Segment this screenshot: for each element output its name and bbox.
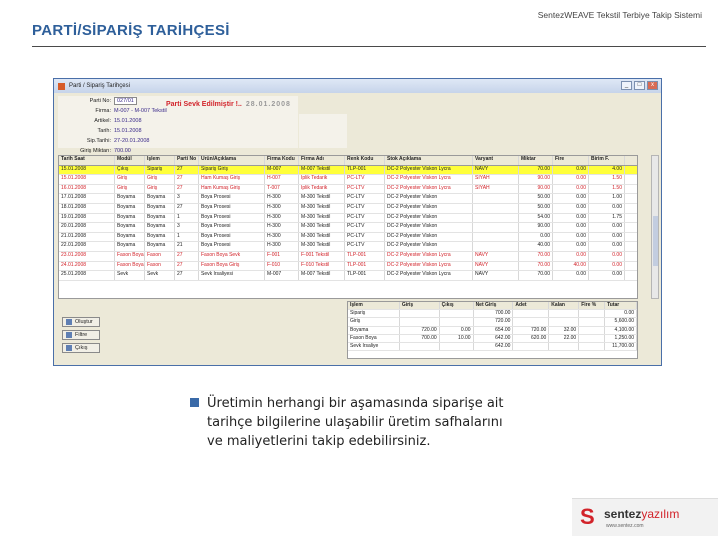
summary-cell: Sevk İrsaliye [348,343,400,350]
table-cell: PC-LTV [345,204,385,213]
filter-button[interactable] [62,330,100,340]
summary-cell: 32.00 [549,327,579,334]
table-cell: 0.00 [553,252,589,261]
summary-cell [440,310,474,317]
sevk-date: 28.01.2008 [245,101,291,108]
table-cell: M-300 Tekstil [299,194,345,203]
table-cell: 90.00 [519,223,553,232]
table-cell: TLP-001 [345,271,385,280]
summary-cell [440,343,474,350]
summary-cell [579,318,605,325]
exit-label: Çıkış [75,345,88,351]
table-cell: 70.00 [519,252,553,261]
table-row[interactable] [59,214,637,224]
summary-column-header[interactable]: Net Giriş [474,302,514,309]
exit-icon [66,345,72,351]
summary-column-header[interactable]: Kalan [549,302,579,309]
table-cell: 0.00 [589,252,625,261]
summary-cell: 720.00 [513,327,549,334]
table-cell: 0.00 [553,166,589,175]
table-cell: Boya Prosesi [199,242,265,251]
table-cell: H-300 [265,233,299,242]
brand-line: SentezWEAVE Tekstil Terbiye Takip Sistemi [537,10,702,20]
table-cell: H-300 [265,194,299,203]
grid-column-header[interactable]: Stok Açıklama [385,156,473,165]
summary-header-row [348,302,637,310]
table-cell: 0.00 [553,214,589,223]
table-cell: Sevk [145,271,175,280]
table-cell: 0.00 [553,242,589,251]
table-cell: TLP-001 [345,262,385,271]
table-cell: DC-2 Polyester Viskon Lycra [385,166,473,175]
filter-label: Filtre [75,332,88,338]
summary-row[interactable] [348,343,637,351]
table-cell: Sipariş Giriş [199,166,265,175]
table-cell: Fason Boya Giriş [199,262,265,271]
summary-cell: 642.00 [474,343,514,350]
summary-cell [549,310,579,317]
summary-cell: 22.00 [549,335,579,342]
table-cell: Boyama [145,242,175,251]
summary-cell [579,335,605,342]
table-cell: DC-2 Polyester Viskon [385,233,473,242]
header-field-label: Giriş Miktarı: [80,148,111,154]
grid-column-header[interactable]: Parti No [175,156,199,165]
table-cell [473,223,519,232]
title-rule [32,46,706,47]
minimize-button[interactable]: _ [621,81,632,90]
table-cell: 70.00 [519,271,553,280]
table-cell: 24.01.2008 [59,262,115,271]
summary-cell: 11,700.00 [605,343,637,350]
grid-column-header[interactable]: Miktar [519,156,553,165]
table-cell [473,233,519,242]
grid-scrollbar[interactable] [651,155,659,299]
table-row[interactable] [59,166,637,176]
table-cell: T-007 [265,185,299,194]
table-cell: 0.00 [589,223,625,232]
table-cell: NAVY [473,271,519,280]
table-cell: Giriş [115,185,145,194]
table-cell: Boyama [145,194,175,203]
header-field-label: Tarih: [97,128,111,134]
table-cell: DC-2 Polyester Viskon [385,223,473,232]
header-field-value[interactable]: 027/01 [114,97,137,105]
table-cell: F-010 [265,262,299,271]
table-cell: 27 [175,252,199,261]
table-cell: 1.50 [589,175,625,184]
filter-icon [66,332,72,338]
summary-cell [549,343,579,350]
summary-cell [400,318,440,325]
table-cell: Boyama [115,214,145,223]
table-cell: 0.00 [519,233,553,242]
table-cell: Fason Boya [115,252,145,261]
summary-cell: Fason Boya [348,335,400,342]
table-cell: 27 [175,175,199,184]
summary-cell: 654.00 [474,327,514,334]
table-cell [473,204,519,213]
table-cell: H-300 [265,223,299,232]
table-cell: Boya Prosesi [199,204,265,213]
table-cell: İplik Tedarik [299,175,345,184]
table-cell: DC-2 Polyester Viskon Lycra [385,185,473,194]
logo-url: www.sentez.com [606,523,644,529]
header-field-value: M-007 - M-007 Tekstil [114,108,167,114]
logo-wordmark [604,507,679,521]
table-cell: Giriş [115,175,145,184]
header-field [58,126,298,136]
table-cell: NAVY [473,252,519,261]
grid-column-header[interactable]: Tarih Saat [59,156,115,165]
table-cell: 0.00 [553,194,589,203]
summary-cell [549,318,579,325]
table-cell: Boya Prosesi [199,223,265,232]
table-cell: PC-LTV [345,175,385,184]
table-cell: Boyama [115,233,145,242]
app-icon [58,83,65,90]
table-cell: 21 [175,242,199,251]
summary-cell [579,343,605,350]
table-cell: 1 [175,233,199,242]
table-cell: Boyama [115,194,145,203]
scrollbar-thumb[interactable] [653,216,658,266]
document-icon [66,319,72,325]
slide-title: PARTİ/SİPARİŞ TARİHÇESİ [32,22,230,39]
table-cell: 18.01.2008 [59,204,115,213]
table-cell: PC-LTV [345,214,385,223]
table-cell: M-007 [265,271,299,280]
table-cell: Boya Prosesi [199,214,265,223]
summary-cell: 0.00 [440,327,474,334]
header-field-label: Sip.Tarihi: [86,138,111,144]
table-cell: 27 [175,262,199,271]
table-cell [473,214,519,223]
table-cell: M-300 Tekstil [299,204,345,213]
summary-column-header[interactable]: Adet [513,302,549,309]
table-cell: 0.00 [589,242,625,251]
header-field [58,136,298,146]
table-cell: Boyama [145,204,175,213]
table-cell: 19.01.2008 [59,214,115,223]
table-cell: H-300 [265,214,299,223]
table-cell: Fason [145,262,175,271]
grid-column-header[interactable]: Varyant [473,156,519,165]
table-cell: 0.00 [553,271,589,280]
table-cell: NAVY [473,262,519,271]
table-cell: DC-2 Polyester Viskon Lycra [385,175,473,184]
summary-cell [440,318,474,325]
header-side-panel [299,114,347,148]
table-cell: Boyama [115,204,145,213]
history-window [53,78,662,366]
table-cell: M-300 Tekstil [299,242,345,251]
table-cell: 3 [175,223,199,232]
table-cell: H-300 [265,204,299,213]
table-cell: DC-2 Polyester Viskon [385,204,473,213]
summary-cell: Boyama [348,327,400,334]
summary-column-header[interactable]: Giriş [400,302,440,309]
table-cell: DC-2 Polyester Viskon Lycra [385,271,473,280]
table-cell: 90.00 [519,185,553,194]
header-field-value: 700.00 [114,148,131,154]
sevk-notice [166,101,291,108]
summary-cell [400,310,440,317]
create-button[interactable] [62,317,100,327]
table-cell: PC-LTV [345,194,385,203]
table-cell: F-001 Tekstil [299,252,345,261]
table-cell: PC-LTV [345,185,385,194]
window-controls [621,81,658,90]
summary-cell: Giriş [348,318,400,325]
summary-row[interactable] [348,310,637,318]
table-cell: 22.01.2008 [59,242,115,251]
table-row[interactable] [59,175,637,185]
table-cell: TLP-001 [345,166,385,175]
summary-row[interactable] [348,327,637,335]
table-cell: SİYAH [473,185,519,194]
table-row[interactable] [59,185,637,195]
logo-word-red: yazılım [641,507,680,521]
table-cell: 1.50 [589,185,625,194]
table-cell: DC-2 Polyester Viskon Lycra [385,252,473,261]
sevk-label: Parti Sevk Edilmiştir !.. [166,101,242,108]
window-title: Parti / Sipariş Tarihçesi [69,83,130,89]
table-cell: PC-LTV [345,223,385,232]
create-label: Oluştur [75,319,93,325]
summary-cell [579,310,605,317]
table-cell: 40.00 [519,242,553,251]
table-cell: NAVY [473,166,519,175]
table-cell: 0.00 [553,185,589,194]
summary-column-header[interactable]: İşlem [348,302,400,309]
summary-cell: 720.00 [400,327,440,334]
table-cell: Giriş [145,185,175,194]
table-cell: Sevk İrsaliyesi [199,271,265,280]
table-cell: Ham Kumaş Giriş [199,185,265,194]
table-row[interactable] [59,262,637,272]
window-titlebar[interactable] [54,79,661,93]
table-cell: 40.00 [553,262,589,271]
table-cell: 15.01.2008 [59,175,115,184]
table-cell: M-007 Tekstil [299,271,345,280]
grid-column-header[interactable]: Renk Kodu [345,156,385,165]
table-cell: 4.00 [589,166,625,175]
table-cell: Sipariş [145,166,175,175]
header-field-value: 15.01.2008 [114,118,142,124]
table-cell: 70.00 [519,262,553,271]
table-cell: M-300 Tekstil [299,223,345,232]
table-cell: 0.00 [589,204,625,213]
grid-column-header[interactable]: Birim F. [589,156,625,165]
table-cell: Boyama [145,214,175,223]
table-cell: 21.01.2008 [59,233,115,242]
table-cell: 27 [175,166,199,175]
table-cell: TLP-001 [345,252,385,261]
table-cell: Fason [145,252,175,261]
table-cell: 90.00 [519,175,553,184]
table-cell: Boya Prosesi [199,194,265,203]
bullet-icon [190,398,199,407]
summary-cell: 0.00 [605,310,637,317]
grid-column-header[interactable]: İşlem [145,156,175,165]
summary-grid[interactable] [347,301,638,359]
history-grid[interactable] [58,155,638,299]
header-field-label: Firma: [95,108,111,114]
table-cell: Boyama [145,223,175,232]
table-cell: 1 [175,214,199,223]
table-cell: Boyama [115,242,145,251]
table-cell: Çıkış [115,166,145,175]
summary-cell: 1,250.00 [605,335,637,342]
table-cell: 0.00 [589,271,625,280]
table-cell: DC-2 Polyester Viskon Lycra [385,262,473,271]
table-cell: H-300 [265,242,299,251]
summary-cell: 5,600.00 [605,318,637,325]
grid-column-header[interactable]: Firma Kodu [265,156,299,165]
table-cell: 3 [175,194,199,203]
table-cell: 0.00 [553,223,589,232]
summary-cell: 700.00 [400,335,440,342]
summary-row[interactable] [348,318,637,326]
table-cell: F-001 [265,252,299,261]
table-cell: 16.01.2008 [59,185,115,194]
table-cell [473,194,519,203]
exit-button[interactable] [62,343,100,353]
table-cell: M-007 [265,166,299,175]
table-cell: Giriş [145,175,175,184]
header-field-value: 15.01.2008 [114,128,142,134]
summary-cell: 720.00 [474,318,514,325]
table-cell: 23.01.2008 [59,252,115,261]
table-cell: 20.01.2008 [59,223,115,232]
company-logo [572,498,718,536]
table-cell: 27 [175,204,199,213]
bullet-text: Üretimin herhangi bir aşamasında siparişe ait tarihçe bilgilerine ulaşabilir üretim safhalarını ve maliyetlerini takip edebilirsiniz. [207,396,504,449]
table-row[interactable] [59,252,637,262]
table-cell: H-007 [265,175,299,184]
summary-cell: 10.00 [440,335,474,342]
summary-row[interactable] [348,335,637,343]
table-cell: F-010 Tekstil [299,262,345,271]
summary-cell: 620.00 [513,335,549,342]
grid-header-row [59,156,637,166]
grid-column-header[interactable]: Modül [115,156,145,165]
table-row[interactable] [59,271,637,281]
table-row[interactable] [59,194,637,204]
summary-cell: 4,100.00 [605,327,637,334]
table-cell: M-007 Tekstil [299,166,345,175]
table-cell: Sevk [115,271,145,280]
table-cell: DC-2 Polyester Viskon [385,214,473,223]
logo-mark: S [580,504,595,529]
summary-column-header[interactable]: Fire % [579,302,605,309]
table-cell: 25.01.2008 [59,271,115,280]
table-cell: 15.01.2008 [59,166,115,175]
summary-cell: Sipariş [348,310,400,317]
summary-cell: 700.00 [474,310,514,317]
table-cell: 17.01.2008 [59,194,115,203]
close-button[interactable]: x [647,81,658,90]
table-cell: Boyama [115,223,145,232]
table-cell: 0.00 [553,175,589,184]
summary-cell [513,318,549,325]
table-cell: Fason Boya [115,262,145,271]
table-cell: PC-LTV [345,233,385,242]
header-field-label: Parti No: [89,98,111,104]
table-cell: Fason Boya Sevk [199,252,265,261]
table-cell: Ham Kumaş Giriş [199,175,265,184]
grid-column-header[interactable]: Fire [553,156,589,165]
table-cell: M-300 Tekstil [299,214,345,223]
summary-cell: 642.00 [474,335,514,342]
table-row[interactable] [59,233,637,243]
grid-column-header[interactable]: Ürün/Açıklama [199,156,265,165]
table-cell: 1.00 [589,194,625,203]
summary-cell [513,343,549,350]
summary-cell [579,327,605,334]
table-cell: Boya Prosesi [199,233,265,242]
summary-column-header[interactable]: Tutar [605,302,637,309]
table-cell: 27 [175,271,199,280]
table-cell: 54.00 [519,214,553,223]
header-field-label: Artikel: [94,118,111,124]
header-field-value: 27-20.01.2008 [114,138,150,144]
table-cell: DC-2 Polyester Viskon [385,242,473,251]
header-field [58,116,298,126]
table-cell: 50.00 [519,194,553,203]
logo-word-dark: sentez [604,507,642,521]
table-row[interactable] [59,204,637,214]
table-cell: 0.00 [553,204,589,213]
summary-cell [400,343,440,350]
summary-column-header[interactable]: Çıkış [440,302,474,309]
table-cell: 0.00 [589,262,625,271]
table-cell: 27 [175,185,199,194]
table-cell: 50.00 [519,204,553,213]
table-cell: 1.75 [589,214,625,223]
table-cell: Boyama [145,233,175,242]
table-cell: PC-LTV [345,242,385,251]
table-cell: SİYAH [473,175,519,184]
table-cell: DC-2 Polyester Viskon [385,194,473,203]
table-cell: İplik Tedarik [299,185,345,194]
table-row[interactable] [59,242,637,252]
table-row[interactable] [59,223,637,233]
grid-column-header[interactable]: Firma Adı [299,156,345,165]
table-cell: 0.00 [553,233,589,242]
table-cell: 0.00 [589,233,625,242]
table-cell: 70.00 [519,166,553,175]
maximize-button[interactable]: □ [634,81,645,90]
summary-cell [513,310,549,317]
table-cell [473,242,519,251]
action-buttons [62,317,100,353]
table-cell: M-300 Tekstil [299,233,345,242]
